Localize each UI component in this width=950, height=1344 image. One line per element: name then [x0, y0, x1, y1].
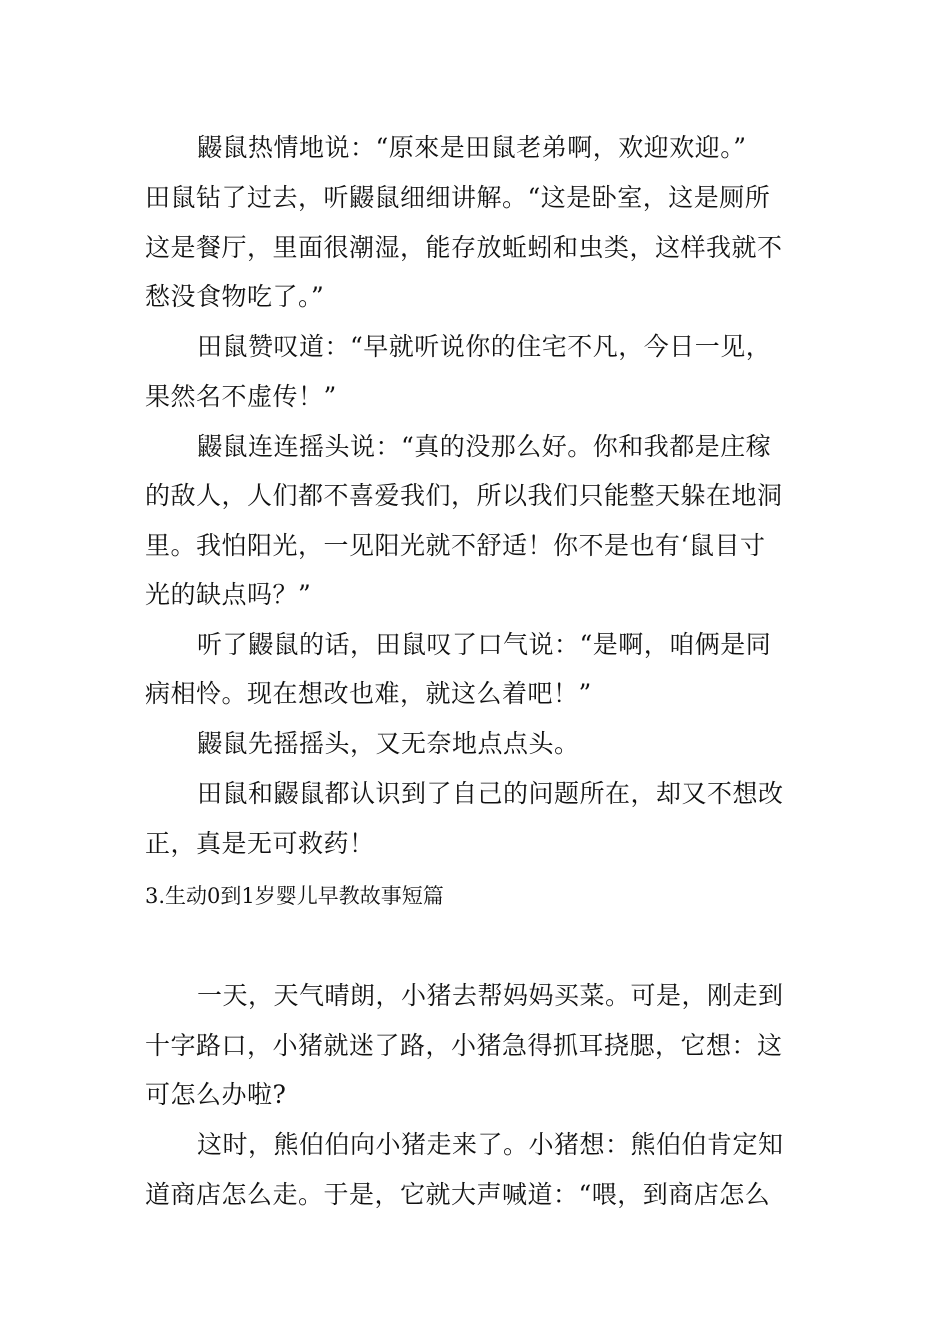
paragraph-line: 可怎么办啦? [145, 1080, 287, 1109]
section-heading: 3.生动0到1岁婴儿早教故事短篇 [145, 884, 444, 908]
paragraph-line: 病相怜。现在想改也难，就这么着吧！” [145, 679, 592, 708]
paragraph-line: 田鼠钻了过去，听鼹鼠细细讲解。“这是卧室，这是厕所 [145, 183, 771, 212]
paragraph-line: 鼹鼠热情地说：“原來是田鼠老弟啊，欢迎欢迎。” [197, 133, 747, 162]
paragraph-line: 听了鼹鼠的话，田鼠叹了口气说：“是啊，咱俩是同 [197, 630, 772, 659]
paragraph-line: 鼹鼠先摇摇头，又无奈地点点头。 [197, 729, 580, 758]
paragraph-line: 田鼠和鼹鼠都认识到了自己的问题所在，却又不想改 [197, 779, 784, 808]
paragraph-line: 田鼠赞叹道：“早就听说你的住宅不凡，今日一见， [197, 332, 772, 361]
paragraph-line: 一天，天气晴朗，小猪去帮妈妈买菜。可是，刚走到 [197, 981, 784, 1010]
paragraph-line: 道商店怎么走。于是，它就大声喊道：“喂，到商店怎么 [145, 1180, 771, 1209]
paragraph-line: 十字路口，小猪就迷了路，小猪急得抓耳挠腮，它想：这 [145, 1031, 783, 1060]
paragraph-line: 正，真是无可救药！ [145, 829, 375, 858]
paragraph-line: 愁没食物吃了。” [145, 282, 325, 311]
paragraph-line: 果然名不虚传！” [145, 382, 337, 411]
paragraph-line: 这时，熊伯伯向小猪走来了。小猪想：熊伯伯肯定知 [197, 1130, 784, 1159]
paragraph-line: 的敌人，人们都不喜爱我们，所以我们只能整天躲在地洞 [145, 481, 783, 510]
paragraph-line: 光的缺点吗？” [145, 580, 312, 609]
paragraph-line: 里。我怕阳光，一见阳光就不舒适！你不是也有‘鼠目寸 [145, 531, 766, 560]
paragraph-line: 这是餐厅，里面很潮湿，能存放蚯蚓和虫类，这样我就不 [145, 233, 783, 262]
paragraph-line: 鼹鼠连连摇头说：“真的没那么好。你和我都是庄稼 [197, 432, 772, 461]
